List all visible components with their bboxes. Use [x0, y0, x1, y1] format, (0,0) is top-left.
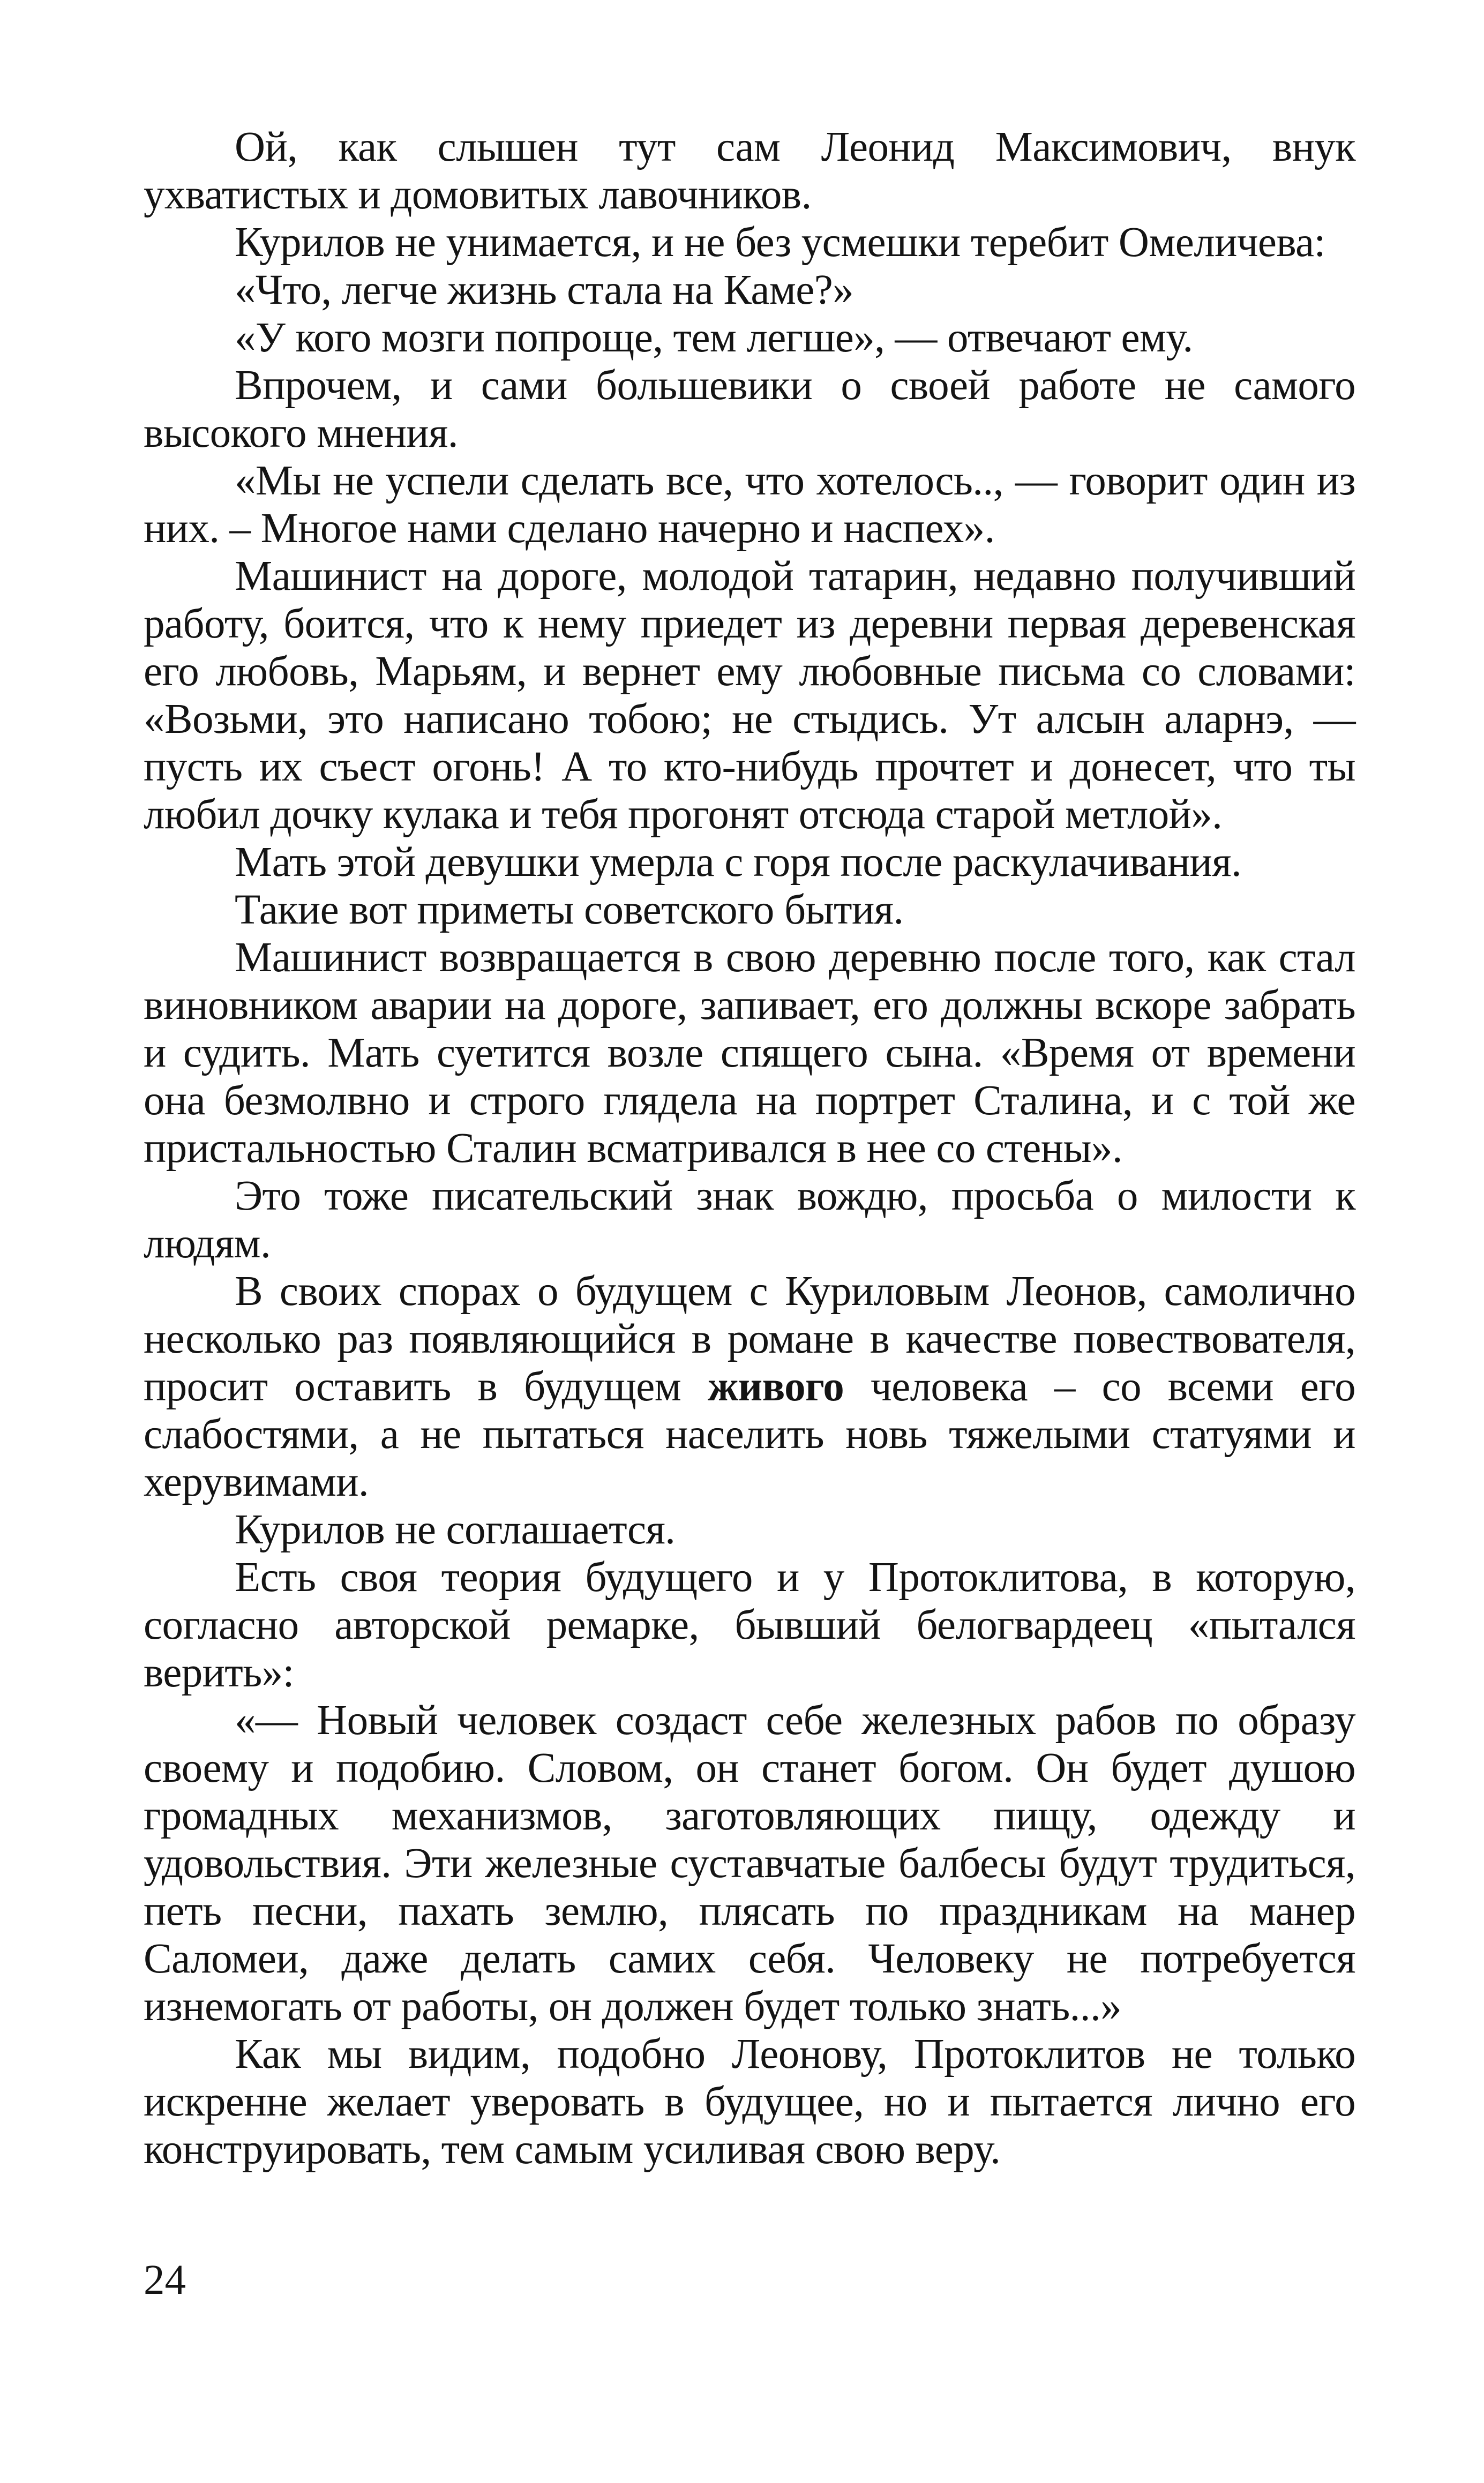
- emphasized-word: живого: [707, 1363, 844, 1410]
- paragraph: Как мы видим, подобно Леонову, Протоклитов не только искренне желает уверовать в будущее, но и пытается лично его конструировать, тем самым усиливая свою веру.: [144, 2031, 1355, 2173]
- paragraph: Машинист на дороге, молодой татарин, недавно получивший работу, боится, что к нему приедет из деревни первая деревенская его любовь, Марьям, и вернет ему любовные письма со словами: «Возьми, это написано тобою; не стыдись. Ут алсын аларнэ, — пусть их съест огонь! А то кто-нибудь прочтет и донесет, что ты любил дочку кулака и тебя прогонят отсюда старой метлой».: [144, 553, 1355, 838]
- paragraph: «Что, легче жизнь стала на Каме?»: [235, 267, 854, 313]
- body-text: [144, 123, 1355, 2173]
- paragraph: Машинист возвращается в свою деревню после того, как стал виновником аварии на дороге, запивает, его должны вскоре забрать и судить. Мать суетится возле спящего сына. «Время от времени она безмолвно и строго глядела на портрет Сталина, и с той же пристальностью Сталин всматривался в нее со стены».: [144, 934, 1355, 1172]
- paragraph: Это тоже писательский знак вождю, просьба о милости к людям.: [144, 1173, 1355, 1267]
- paragraph: Ой, как слышен тут сам Леонид Максимович, внук ухватистых и домовитых лавочников.: [144, 124, 1355, 218]
- page-number: 24: [144, 2257, 186, 2304]
- paragraph: «— Новый человек создаст себе железных рабов по образу своему и подобию. Словом, он станет богом. Он будет душою громадных механизмов, заготовляющих пищу, одежду и удовольствия. Эти железные суставчатые балбесы будут трудиться, петь песни, пахать землю, плясать по праздникам на манер Саломеи, даже делать самих себя. Человеку не потребуется изнемогать от работы, он должен будет только знать...»: [144, 1697, 1355, 2030]
- paragraph: Курилов не соглашается.: [235, 1506, 676, 1553]
- paragraph: Впрочем, и сами большевики о своей работе не самого высокого мнения.: [144, 362, 1355, 456]
- paragraph: «Мы не успели сделать все, что хотелось.., — говорит один из них. – Многое нами сделано начерно и наспех».: [144, 457, 1355, 552]
- paragraph: Такие вот приметы советского бытия.: [235, 887, 904, 933]
- paragraph: Курилов не унимается, и не без усмешки теребит Омеличева:: [235, 219, 1325, 266]
- paragraph: «У кого мозги попроще, тем легше», — отвечают ему.: [235, 314, 1193, 361]
- paragraph-text: человека – со всеми его слабостями, а не пытаться населить новь тяжелыми статуями и херувимами.: [144, 1363, 1355, 1505]
- paragraph-text: В своих спорах о будущем с Куриловым Леонов, самолично несколько раз появляющийся в романе в качестве повествователя, просит оставить в будущем: [144, 1268, 1355, 1410]
- paragraph: Есть своя теория будущего и у Протоклитова, в которую, согласно авторской ремарке, бывший белогвардеец «пытался верить»:: [144, 1554, 1355, 1696]
- paragraph-with-emphasis: [144, 1267, 1355, 1506]
- paragraph: Мать этой девушки умерла с горя после раскулачивания.: [235, 839, 1242, 886]
